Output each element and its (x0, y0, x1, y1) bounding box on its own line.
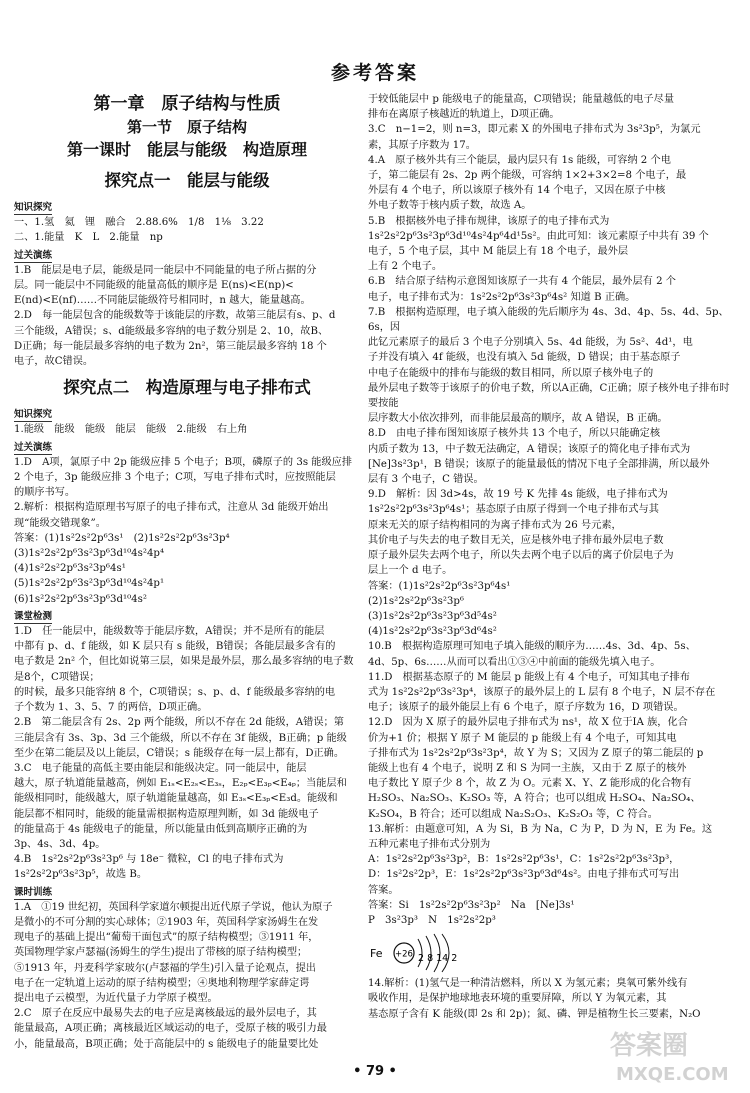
answer-line: 的顺序书写。 (14, 487, 76, 499)
answer-line: 6.B 结合原子结构示意图知该原子一共有 4 个能层，最外层有 2 个 (368, 276, 676, 288)
answer-line: 14.解析：(1)氢气是一种清洁燃料，所以 X 为氢元素；臭氧可紫外线有 (368, 978, 688, 990)
answer-line: 提出电子云模型，为近代量子力学原子模型。 (14, 992, 218, 1004)
answer-line: 9.D 解析：因 3d>4s，故 19 号 K 先排 4s 能级，电子排布式为 (368, 489, 668, 501)
answer-line: 一、1.氢 氦 锂 融合 2.88.6% 1/8 1⅛ 3.22 (14, 217, 264, 229)
lesson-training-block (14, 900, 360, 1052)
answer-line: 三个能级，A错误；s、d能级最多容纳的电子数分别是 2、10，故B、 (14, 325, 329, 337)
knowledge-label-2: 知识探究 (14, 409, 53, 421)
answer-line: 是微小的不可分割的实心球体；②1903 年，英国科学家汤姆生在发 (14, 916, 319, 928)
page-number: • 79 • (353, 1064, 397, 1079)
answer-line: 2.D 每一能层包含的能级数等于该能层的序数，故第三能层有s、p、d (14, 310, 336, 322)
answer-line: [Ne]3s²3p¹，B 错误；该原子的能量最低的情况下电子全部排满，所以最外 (368, 458, 710, 470)
answer-line: D正确；每一能层最多容纳的电子数为 2n²，第三能层最多容纳 18 个 (14, 340, 327, 352)
answer-line: 层上一个 d 电子。 (368, 565, 453, 577)
answer-line: 原来无关的原子结构相同的为离子排布式为 26 号元素， (368, 519, 622, 531)
svg-text:答案圈: 答案圈 (610, 1031, 689, 1061)
answer-line: 式为 1s²2s²2p⁶3s²3p⁴，该原子的最外层上的 L 层有 8 个电子，N 层不存在 (368, 686, 716, 698)
answer-line: 1s²2s²2p⁶3s²3p⁶3d¹⁰4s²4p⁶4d¹5s²。由此可知：该元素原子中共有 39 个 (368, 230, 709, 242)
answer-line: (3)1s²2s²2p⁶3s²3p⁶3d⁵4s² (368, 610, 497, 622)
answer-line: 2 个电子，3p 能级应排 3 个电子；C项，写电子排布式时，应按照能层 (14, 472, 336, 484)
answer-line: 越大，原子轨道能量越高，例如 E₁ₛ<E₂ₛ<E₃ₛ，E₂ₚ<E₃ₚ<E₄ₚ；当能层和 (14, 778, 347, 790)
knowledge-label-1: 知识探究 (14, 202, 53, 213)
answer-line: E(nd)<E(nf)……不同能层能级符号相同时，n 越大，能量越高。 (14, 295, 311, 307)
answer-line: (3)1s²2s²2p⁶3s²3p⁶3d¹⁰4s²4p⁴ (14, 548, 165, 560)
answer-line: 2.C 原子在反应中最易失去的电子应是离核最远的最外层电子，其 (14, 1008, 317, 1020)
answer-line: 素，其原子序数为 17。 (368, 139, 476, 151)
answer-line: 的能量高于 4s 能级电子的能量，所以能量由低到高顺序正确的为 (14, 823, 308, 835)
answer-line: 五种元素电子排布式分别为 (368, 838, 491, 850)
answer-line: 1.A ①19 世纪初，英国科学家道尔顿提出近代原子学说，他认为原子 (14, 901, 333, 913)
fe-nucleus-charge: +26 (395, 949, 413, 960)
chapter-heading: 第一章 原子结构与性质 (93, 94, 281, 114)
answer-line: 8.D 由电子排布图知该原子核外共 13 个电子，所以只能确定核 (368, 428, 661, 440)
answer-line: 的时候，最多只能容纳 8 个，C项错误；s、p、d、f 能级最多容纳的电 (14, 686, 336, 698)
right-column (368, 92, 736, 1022)
answer-line: 三能层含有 3s、3p、3d 三个能级，所以不存在 3f 能级，B正确；p 能级 (14, 732, 347, 744)
answer-line: 4d、5p、6s……从而可以看出①③④中前面的能级先填入电子。 (368, 656, 661, 668)
answer-line: 电子在一定轨道上运动的原子结构模型；④奥地利物理学家薛定谔 (14, 977, 310, 989)
answer-line: 内质子数为 13，中子数无法确定，A 错误；该原子的简化电子排布式为 (368, 443, 691, 455)
answer-line: 1.D 任一能层中，能级数等于能层序数，A错误；并不是所有的能层 (14, 626, 325, 638)
answer-line: 3.C 电子能量的高低主要由能层和能级决定。同一能层中，能层 (14, 762, 307, 774)
answer-line: K₂SO₄，B 符合；还可以组成 Na₂S₂O₃、K₂S₂O₃ 等，C 符合。 (368, 808, 658, 820)
answer-line: 答案：(1)1s²2s²2p⁶3s¹ (2)1s²2s²2p⁶3s²3p⁴ (14, 532, 230, 544)
answer-line: ⑤1913 年，丹麦科学家玻尔(卢瑟福的学生)引入量子论观点，提出 (14, 962, 316, 974)
answer-line: 子并没有填入 4f 能级，也没有填入 5d 能级，D 错误；由于基态原子 (368, 352, 681, 364)
answer-line: 层。同一能层中不同能级的能量高低的顺序是 E(ns)<E(np)< (14, 280, 294, 292)
answer-line: 现电子的基础上提出“葡萄干面包式”的原子结构模型；③1911 年， (14, 932, 319, 944)
right-answers-block-a (368, 92, 736, 928)
answer-line: 2.B 第二能层含有 2s、2p 两个能级，所以不存在 2d 能级，A错误；第 (14, 717, 344, 729)
answer-line: P 3s²3p³ N 1s²2s²2p³ (368, 914, 496, 926)
answer-line: 能级相同时，能级越大，原子轨道能量越高，如 E₃ₛ<E₃ₚ<E₃d。能级和 (14, 793, 338, 805)
answer-line: 中电子在能级中的排布与能级的数目相同，所以原子核外电子的 (368, 367, 654, 379)
answer-line: 外电子数等于核内质子数，故选 A。 (368, 200, 532, 212)
fe-atomic-structure-diagram (368, 930, 736, 974)
answer-line: 电子，5 个电子层，其中 M 能层上有 18 个电子，最外层 (368, 246, 629, 258)
section-heading: 第一节 原子结构 (126, 118, 247, 136)
left-column (14, 92, 360, 1052)
answer-line: 答案。 (368, 884, 399, 896)
answer-line: (6)1s²2s²2p⁶3s²3p⁶3d¹⁰4s² (14, 593, 147, 605)
answer-line: 电子；该原子的最外能层上有 6 个电子，原子序数为 16，D 项错误。 (368, 702, 684, 714)
answer-line: 英国物理学家卢瑟福(汤姆生的学生)提出了带核的原子结构模型； (14, 947, 308, 959)
answer-line: 原子最外层失去两个电子，所以失去两个电子以后的离子价层电子为 (368, 550, 674, 562)
answer-line: 基态原子含有 K 能级(即 2s 和 2p)；氮、磷、钾是植物生长三要素，N₂O (368, 1008, 701, 1020)
answer-line: 子个数为 1、3、5、7 的两倍，D项正确。 (14, 702, 208, 714)
answer-line: 3.C n−1=2，则 n=3，即元素 X 的外围电子排布式为 3s²3p⁵，为氯元 (368, 124, 701, 136)
answer-line: 其价电子与失去的电子数目无关，应是核外电子排布最外层电子数 (368, 534, 664, 546)
explore-point-2-heading: 探究点二 构造原理与电子排布式 (63, 378, 311, 398)
fe-symbol: Fe (370, 947, 383, 961)
answer-line: 最外层电子数等于该原子的价电子数，所以A正确，C正确；原子核外电子排布时要按能 (368, 382, 730, 410)
answer-line: 排布在离原子核越近的轨道上，D项正确。 (368, 109, 560, 121)
answer-line: 1s²2s²2p⁶3s²3p⁵，故选 B。 (14, 869, 148, 881)
answer-line: 此钇元素原子的最后 3 个电子分别填入 5s、4d 能级，为 5s²、4d¹，电 (368, 337, 693, 349)
answer-line: 吸收作用，是保护地球地表环境的重要屏障，所以 Y 为氧元素，其 (368, 993, 667, 1005)
practice-block-1 (14, 263, 360, 369)
answer-line: 能层都不相同时，能级的能量需根据构造原理判断，如 3d 能级电子 (14, 808, 319, 820)
practice-label-1: 过关演练 (14, 249, 53, 261)
answer-line: 10.B 根据构造原理可知电子填入能级的顺序为……4s、3d、4p、5s、 (368, 641, 696, 653)
answer-line: 价为+1 价；根据 Y 原子 M 能层的 p 能级上有 4 个电子，可知其电 (368, 732, 677, 744)
answer-line: 小，能量最高，B项正确；处于高能层中的 s 能级电子的能量要比处 (14, 1038, 319, 1050)
answer-line: 7.B 根据构造原理，电子填入能级的先后顺序为 4s、3d、4p、5s、4d、5p、6s，因 (368, 306, 729, 334)
page-title: 参考答案 (330, 62, 419, 84)
answer-line: 13.解析：由题意可知，A 为 Si，B 为 Na，C 为 P，D 为 N，E 为 Fe。这 (368, 823, 713, 835)
answer-line: 于较低能层中 p 能级电子的能量高，C项错误；能量越低的电子尽量 (368, 94, 675, 105)
answer-line: 1.B 能层是电子层，能级是同一能层中不同能量的电子所占据的分 (14, 264, 317, 276)
answer-line: A：1s²2s²2p⁶3s²3p²，B：1s²2s²2p⁶3s¹，C：1s²2s²2p⁶3s²3p³， (368, 854, 680, 866)
lesson-heading: 第一课时 能层与能级 构造原理 (66, 140, 307, 159)
answer-line: 上有 2 个电子。 (368, 261, 443, 273)
answer-line: 二、1.能量 K L 2.能量 np (14, 232, 163, 244)
answer-line: 子排布式为 1s²2s²2p⁶3s²3p⁴，故 Y 为 S；又因为 Z 原子的第二能层的 p (368, 747, 704, 759)
practice-block-2 (14, 455, 360, 607)
answer-line: D：1s²2s²2p³，E：1s²2s²2p⁶3s²3p⁶3d⁶4s²。由电子排布式可写出 (368, 869, 680, 881)
answer-line: 答案：(1)1s²2s²2p⁶3s²3p⁶4s¹ (368, 580, 511, 592)
answer-line: 至少在第二能层及以上能层，C错误；s 能级存在每一层上都有，D正确。 (14, 747, 345, 759)
fe-diagram-svg (368, 930, 528, 974)
knowledge-block-2 (14, 422, 360, 437)
answer-line: 1.能级 能级 能级 能层 能级 2.能级 右上角 (14, 424, 248, 436)
answer-line: (4)1s²2s²2p⁶3s²3p⁶4s¹ (14, 563, 126, 575)
answer-line: 子，第二能层有 2s、2p 两个能级，可容纳 1×2+3×2=8 个电子，最 (368, 170, 687, 182)
answer-line: 中都有 p、d、f 能级，如 K 层只有 s 能级，B错误；各能层最多含有的 (14, 641, 336, 653)
knowledge-block-1 (14, 215, 360, 245)
practice-label-2: 过关演练 (14, 441, 53, 453)
answer-line: 4.A 原子核外共有三个能层，最内层只有 1s 能级，可容纳 2 个电 (368, 154, 671, 166)
answer-line: H₂SO₃、Na₂SO₃、K₂SO₃ 等，A 符合；也可以组成 H₂SO₄、Na₂SO₄、 (368, 793, 701, 805)
answer-line: 答案：Si 1s²2s²2p⁶3s²3p² Na [Ne]3s¹ (368, 899, 575, 911)
lesson-training-label: 课时训练 (14, 886, 53, 898)
answer-line: 3p、4s、3d、4p。 (14, 838, 106, 850)
answer-line: 能级上也有 4 个电子，说明 Z 和 S 为同一主族，又由于 Z 原子的核外 (368, 762, 687, 774)
answer-line: 电子数是 2n² 个，但比如说第三层，如果是最外层，那么最多容纳的电子数是8个，C项错误； (14, 656, 354, 683)
svg-text:MXQE.COM: MXQE.COM (616, 1064, 729, 1085)
answer-line: 外层有 4 个电子，所以该原子核外有 14 个电子，又因在原子中核 (368, 185, 666, 197)
explore-point-1-heading: 探究点一 能层与能级 (104, 171, 270, 190)
answer-line: 5.B 根据核外电子排布规律，该原子的电子排布式为 (368, 215, 610, 227)
fe-shell-electrons: 2 8 14 2 (418, 953, 458, 965)
answer-line: 层有 3 个电子，C 错误。 (368, 474, 484, 486)
class-check-block (14, 624, 360, 882)
answer-line: 1.D A项，氯原子中 2p 能级应排 5 个电子；B项，磷原子的 3s 能级应排 (14, 456, 353, 468)
answer-line: (4)1s²2s²2p⁶3s²3p⁶3d⁶4s² (368, 626, 497, 638)
right-answers-block-b (368, 976, 736, 1022)
watermark-logo (606, 1022, 746, 1088)
answer-line: 电子，电子排布式为：1s²2s²2p⁶3s²3p⁶4s² 知道 B 正确。 (368, 291, 636, 303)
answer-line: 层序数大小依次排列，而非能层最高的顺序，故 A 错误，B 正确。 (368, 413, 668, 425)
answer-line: 11.D 根据基态原子的 M 能层 p 能级上有 4 个电子，可知其电子排布 (368, 671, 690, 683)
answer-line: 电子，故C错误。 (14, 356, 94, 368)
answer-line: (5)1s²2s²2p⁶3s²3p⁶3d¹⁰4s²4p¹ (14, 578, 165, 590)
answer-line: (2)1s²2s²2p⁶3s²3p⁶ (368, 595, 464, 607)
answer-line: 电子数比 Y 原子少 8 个，故 Z 为 O。元素 X、Y、Z 能形成的化合物有 (368, 778, 692, 790)
class-check-label: 课堂检测 (14, 610, 53, 622)
answer-line: 12.D 因为 X 原子的最外层电子排布式为 ns¹，故 X 位于ⅠA 族，化合 (368, 717, 688, 729)
answer-line: 1s²2s²2p⁶3s²3p⁶4s¹；基态原子由原子得到一个电子排布式与其 (368, 504, 659, 516)
answer-line: 4.B 1s²2s²2p⁶3s²3p⁶ 与 18e⁻ 微粒，Cl 的电子排布式为 (14, 854, 284, 866)
answer-line: 现“能级交错现象”。 (14, 517, 106, 529)
answer-line: 2.解析：根据构造原理书写原子的电子排布式，注意从 3d 能级开始出 (14, 502, 329, 514)
answer-line: 能量最高，A项正确；离核最近区域运动的电子，受原子核的吸引力最 (14, 1023, 327, 1035)
